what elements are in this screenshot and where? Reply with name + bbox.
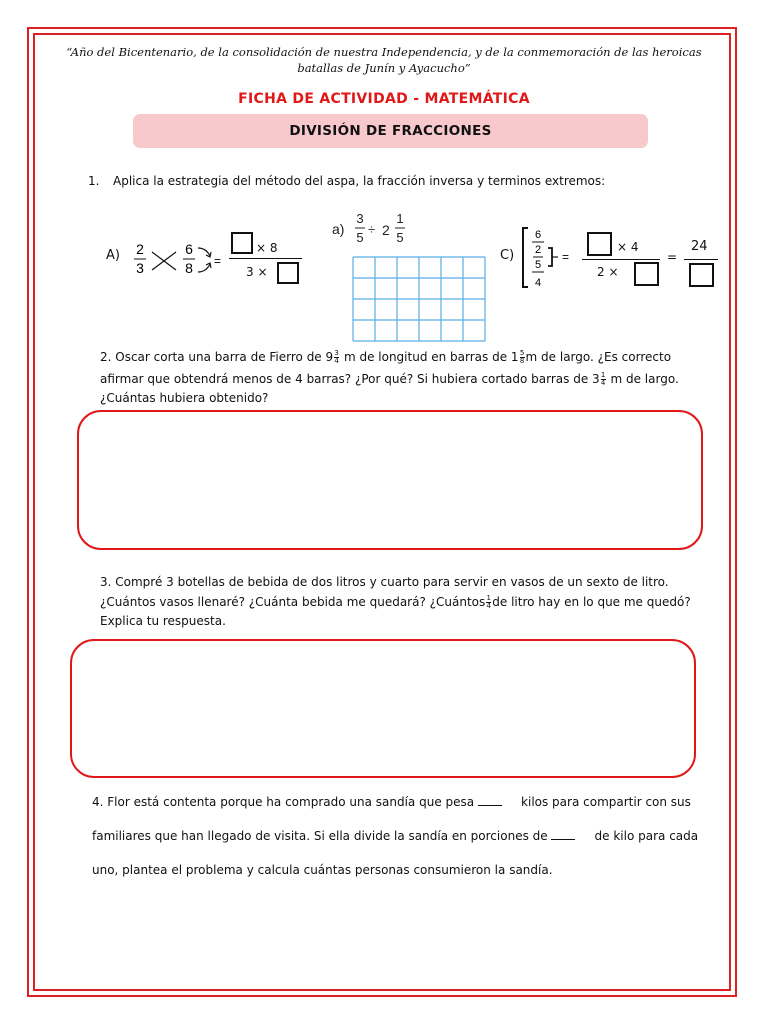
- c-answer-box-bottom[interactable]: [634, 262, 659, 286]
- q3-line1: 3. Compré 3 botellas de bebida de dos litros y cuarto para servir en vasos de un sexto de litro.: [100, 575, 669, 589]
- q2-f3-den: 4: [600, 379, 606, 387]
- q3-fraction: [486, 595, 491, 610]
- c-fraction-bar-2: [684, 259, 718, 260]
- q2-line2: [100, 369, 679, 389]
- c-fraction-bar-1: [582, 259, 660, 260]
- b-op: ÷: [368, 222, 376, 237]
- q4-text-line2a: familiares que han llegado de visita. Si ella divide la sandía en porciones de: [92, 829, 548, 843]
- b-whole: 2: [382, 222, 390, 238]
- a-times-8: × 8: [256, 241, 278, 255]
- a-fraction-bar: [229, 258, 302, 259]
- header-motto: “Año del Bicentenario, de la consolidación de nuestra Independencia, y de la conmemoración de las heroicas batallas de Junín y Ayacucho”: [66, 45, 702, 75]
- b-f1-num: 3: [356, 211, 364, 226]
- q2-line3: ¿Cuántas hubiera obtenido?: [100, 391, 269, 405]
- b-f2-num: 1: [396, 211, 404, 226]
- q1-number: 1.: [88, 174, 100, 188]
- c-top: 6: [534, 229, 542, 241]
- subtitle-banner: [133, 114, 648, 148]
- a-f2-num: 6: [185, 241, 193, 257]
- q4-line3: uno, plantea el problema y calcula cuántas personas consumieron la sandía.: [92, 863, 553, 877]
- c-bottom: 4: [534, 277, 542, 289]
- a-answer-box-bottom[interactable]: [277, 262, 299, 284]
- b-f1-den: 5: [356, 230, 364, 245]
- c-two-times: 2 ×: [597, 265, 619, 279]
- b-grid: [352, 256, 492, 344]
- c-times-4: × 4: [617, 240, 639, 254]
- c-24: 24: [691, 239, 708, 254]
- subtitle-text: DIVISIÓN DE FRACCIONES: [289, 123, 492, 139]
- c-mid-den: 5: [534, 259, 542, 271]
- b-label: a): [332, 221, 345, 237]
- q4-text-line2b: de kilo para cada: [594, 829, 699, 843]
- exercise-a-label: A): [106, 248, 120, 263]
- q2-text-part2: m de longitud en barras de 1: [340, 350, 519, 364]
- q2-f2-den: 8: [519, 357, 525, 365]
- q2-f1-den: 4: [334, 357, 339, 365]
- q2-fraction-2: [520, 350, 525, 365]
- q3-line2: [100, 592, 691, 612]
- cross-method-diagram: [130, 238, 240, 288]
- c-eq2: =: [667, 250, 678, 264]
- page-title: FICHA DE ACTIVIDAD - MATEMÁTICA: [238, 91, 530, 107]
- q2-text-line2a: afirmar que obtendrá menos de 4 barras? ¿Por qué? Si hubiera cortado barras de 3: [100, 372, 600, 386]
- q3-text-line2b: de litro hay en lo que me quedó?: [492, 595, 691, 609]
- c-label: C): [500, 248, 515, 263]
- q3-answer-box[interactable]: [70, 639, 696, 778]
- c-answer-box-top[interactable]: [587, 232, 612, 256]
- q2-f1-num: 3: [334, 349, 339, 357]
- c-answer-box-final[interactable]: [689, 263, 714, 287]
- q2-f2-num: 5: [519, 349, 525, 357]
- q3-line3: Explica tu respuesta.: [100, 614, 226, 628]
- a-f1-den: 3: [136, 260, 144, 276]
- q2-text-part1: 2. Oscar corta una barra de Fierro de 9: [100, 350, 334, 364]
- q4-text-line1a: 4. Flor está contenta porque ha comprado una sandía que pesa: [92, 795, 475, 809]
- q4-text-line1b: kilos para compartir con sus: [521, 795, 691, 809]
- q2-f3-num: 1: [600, 371, 606, 379]
- q2-answer-box[interactable]: [77, 410, 703, 550]
- q4-blank-portion[interactable]: [551, 839, 575, 840]
- a-equals: =: [214, 254, 222, 268]
- q2-text-part3: m de largo. ¿Es correcto: [525, 350, 672, 364]
- b-f2-den: 5: [396, 230, 404, 245]
- q4-blank-weight[interactable]: [478, 805, 502, 806]
- a-f1-num: 2: [136, 241, 144, 257]
- q3-text-line2a: ¿Cuántos vasos llenaré? ¿Cuánta bebida me quedará? ¿Cuántos: [100, 595, 486, 609]
- q4-line2: [92, 826, 698, 846]
- c-eq1: =: [562, 250, 570, 264]
- q2-fraction-1: [334, 350, 339, 365]
- a-three-times: 3 ×: [246, 265, 268, 279]
- q2-text-line2b: m de largo.: [606, 372, 679, 386]
- q3-f-den: 4: [486, 602, 491, 610]
- a-answer-box-top[interactable]: [231, 232, 253, 254]
- c-compound-fraction: [520, 224, 580, 294]
- a-f2-den: 8: [185, 260, 193, 276]
- q1-text: Aplica la estrategia del método del aspa, la fracción inversa y terminos extremos:: [113, 174, 606, 188]
- q2-fraction-3: [601, 372, 606, 387]
- b-expression: [330, 208, 420, 248]
- q3-f-num: 1: [486, 594, 491, 602]
- q2-line1: [100, 347, 671, 367]
- c-mid-num: 2: [534, 244, 542, 256]
- q4-line1: [92, 792, 691, 812]
